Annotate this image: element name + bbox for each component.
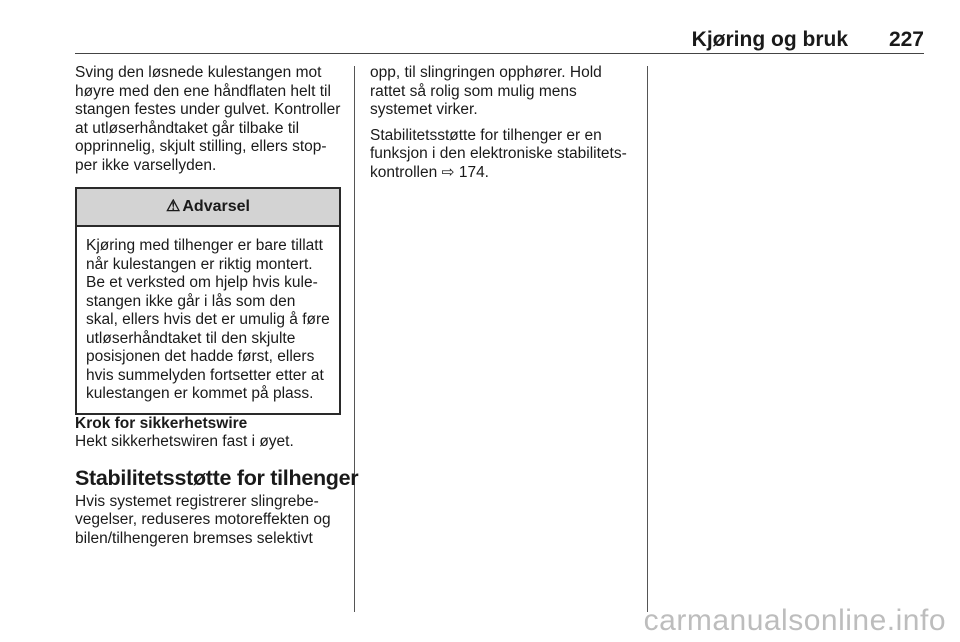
warning-box: [75, 187, 341, 415]
page-reference-number[interactable]: 174.: [454, 163, 489, 181]
subheading-safety-wire-hook: Krok for sikkerhetswire: [75, 414, 248, 432]
warning-triangle-icon: ⚠: [166, 197, 181, 215]
watermark: carmanualsonline.info: [643, 604, 946, 637]
subheading-paragraph: Hekt sikkerhetswiren fast i øyet.: [75, 433, 294, 450]
warning-header: [77, 189, 339, 227]
page-header-title: Kjøring og bruk: [691, 28, 848, 51]
intro-paragraph: Sving den løsnede kulestangen mot høyre med den ene håndflaten helt til stangen festes under gulvet. Kontroller at utløserhåndtaket går tilbake til opprinnelig, skjult stilling, ellers stopper ikke varsellyden.: [75, 64, 341, 174]
header-rule: [75, 53, 924, 54]
esc-reference-text: Stabilitetsstøtte for tilhenger er en funksjon i den elektroniske stabilitetskontrollen: [370, 126, 627, 181]
section-heading-trailer-stability: Stabilitetsstøtte for tilhenger: [75, 465, 359, 490]
esc-reference-paragraph: [370, 127, 638, 183]
page-reference-arrow-icon[interactable]: ⇨: [441, 163, 455, 181]
continued-paragraph: opp, til slingringen opphører. Hold rattet så rolig som mulig mens systemet virker.: [370, 64, 602, 118]
middle-column: [370, 64, 638, 182]
section-paragraph: Hvis systemet registrerer slingrebevegelser, reduseres motoreffekten og bilen/tilhengeren bremses selektivt: [75, 492, 331, 547]
warning-text: Kjøring med tilhenger er bare tillatt når kulestangen er riktig montert. Be et verksted om hjelp hvis kulestangen ikke går i lås som den skal, ellers hvis det er umulig å føre utløserhåndtaket til den skjulte posisjonen det hadde først, ellers hvis summelyden fortsetter etter at kulestangen er kommet på plass.: [86, 237, 330, 402]
column-divider-right: [647, 66, 648, 612]
left-column: [75, 64, 359, 548]
page-number: 227: [888, 28, 924, 51]
column-divider-left: [354, 66, 355, 612]
warning-title: Advarsel: [182, 197, 250, 215]
